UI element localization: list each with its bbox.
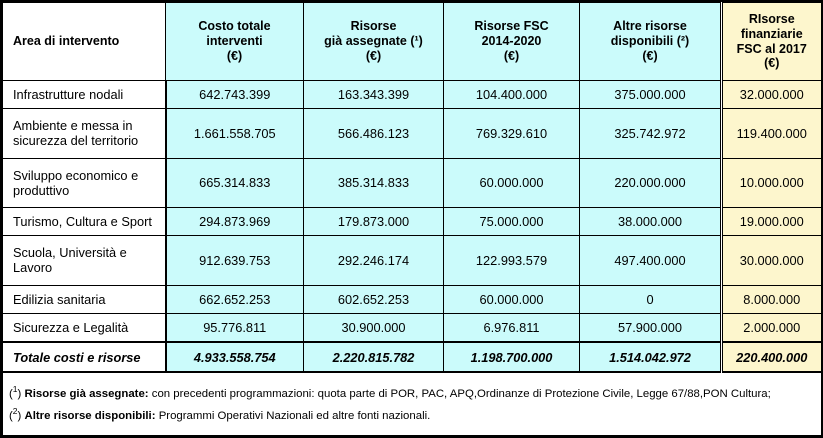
cell-risorse-assegnate: 385.314.833 [304, 158, 444, 207]
cell-altre-risorse: 325.742.972 [580, 109, 722, 158]
cell-costo-totale: 642.743.399 [166, 81, 304, 109]
table-row [3, 313, 822, 342]
cell-costo-totale: 1.661.558.705 [166, 109, 304, 158]
cell-risorse-assegnate: 30.900.000 [304, 313, 444, 342]
header-label-altre-line2: disponibili (²) [610, 34, 690, 49]
header-label-fsc2017-line4: (€) [764, 56, 780, 71]
cell-altre-risorse: 375.000.000 [580, 81, 722, 109]
cell-altre-risorse: 57.900.000 [580, 313, 722, 342]
cell-risorse-assegnate: 566.486.123 [304, 109, 444, 158]
column-header-costo-totale [166, 3, 304, 81]
header-row [3, 3, 822, 81]
cell-costo-totale: 912.639.753 [166, 236, 304, 285]
cell-altre-risorse: 38.000.000 [580, 208, 722, 236]
footnote-2-marker: ($^2$) [9, 405, 22, 422]
footnote-1-term: Risorse già assegnate: [24, 387, 149, 400]
cell-area: Edilizia sanitaria [3, 285, 166, 313]
cell-risorse-fsc: 60.000.000 [444, 285, 580, 313]
footnote-2-number: 2 [12, 405, 18, 416]
footnotes-row [3, 372, 822, 436]
cell-risorse-finanziarie-2017: 32.000.000 [722, 81, 822, 109]
cell-area: Sviluppo economico e produttivo [3, 158, 166, 207]
header-label-fsc2017-line1: RIsorse [748, 12, 795, 26]
cell-total-label: Totale costi e risorse [3, 342, 166, 372]
header-label-altre-line3: (€) [642, 48, 658, 63]
cell-total-risorse-finanziarie-2017: 220.400.000 [722, 342, 822, 372]
header-label-assegnate-line1: Risorse [350, 19, 397, 34]
footnote-1-marker: ($^1$) [9, 384, 22, 400]
cell-costo-totale: 665.314.833 [166, 158, 304, 207]
header-label-assegnate-line3: (€) [365, 48, 382, 63]
cell-total-risorse-assegnate: 2.220.815.782 [304, 342, 444, 372]
cell-risorse-assegnate: 292.246.174 [304, 236, 444, 285]
table-row [3, 285, 822, 313]
cell-area: Scuola, Università e Lavoro [3, 236, 166, 285]
cell-costo-totale: 294.873.969 [166, 208, 304, 236]
cell-total-risorse-fsc: 1.198.700.000 [444, 342, 580, 372]
footnote-1 [9, 384, 815, 402]
header-label-fsc2017-line3: FSC al 2017 [736, 41, 807, 56]
header-label-fsc2017-line2: finanziarie [740, 26, 803, 41]
cell-total-costo-totale: 4.933.558.754 [166, 342, 304, 372]
footnotes-container [3, 372, 822, 436]
cell-risorse-fsc: 60.000.000 [444, 158, 580, 207]
cell-altre-risorse: 497.400.000 [580, 236, 722, 285]
footnote-2-term: Altre risorse disponibili: [24, 409, 156, 422]
cell-risorse-finanziarie-2017: 19.000.000 [722, 208, 822, 236]
cell-costo-totale: 662.652.253 [166, 285, 304, 313]
cell-risorse-finanziarie-2017: 30.000.000 [722, 236, 822, 285]
cell-risorse-finanziarie-2017: 10.000.000 [722, 158, 822, 207]
footnote-2 [9, 406, 815, 424]
column-header-risorse-assegnate [304, 3, 444, 81]
cell-risorse-fsc: 122.993.579 [444, 236, 580, 285]
cell-altre-risorse: 0 [580, 285, 722, 313]
header-label-costo-line1: Costo totale [198, 19, 271, 34]
cell-risorse-assegnate: 602.652.253 [304, 285, 444, 313]
cell-risorse-assegnate: 179.873.000 [304, 208, 444, 236]
header-label-costo-line3: (€) [226, 48, 243, 63]
footnote-2-text: Programmi Operativi Nazionali ed altre fonti nazionali. [158, 409, 431, 422]
cell-area: Infrastrutture nodali [3, 81, 166, 109]
cell-risorse-fsc: 75.000.000 [444, 208, 580, 236]
table-header [3, 3, 822, 81]
cell-risorse-finanziarie-2017: 8.000.000 [722, 285, 822, 313]
header-label-costo-line2: interventi [206, 34, 263, 49]
table-row [3, 81, 822, 109]
column-header-risorse-finanziarie-2017 [722, 3, 822, 81]
cell-altre-risorse: 220.000.000 [580, 158, 722, 207]
cell-total-altre-risorse: 1.514.042.972 [580, 342, 722, 372]
cell-risorse-fsc: 104.400.000 [444, 81, 580, 109]
cell-risorse-finanziarie-2017: 119.400.000 [722, 109, 822, 158]
cell-risorse-fsc: 769.329.610 [444, 109, 580, 158]
header-label-fsc-line3: (€) [503, 48, 520, 63]
cell-area: Sicurezza e Legalità [3, 313, 166, 342]
column-header-risorse-fsc [444, 3, 580, 81]
cell-risorse-finanziarie-2017: 2.000.000 [722, 313, 822, 342]
footnote-1-number: 1 [12, 384, 18, 395]
header-label-area-line1: Area di intervento [13, 34, 120, 49]
table-row-total [3, 342, 822, 372]
header-label-fsc-line2: 2014-2020 [481, 34, 542, 49]
column-header-area [3, 3, 166, 81]
table-row [3, 158, 822, 207]
table-row [3, 208, 822, 236]
footnote-1-text: con precedenti programmazioni: quota parte di POR, PAC, APQ,Ordinanze di Protezione Civile, Legge 67/88,PON Cultura; [151, 387, 771, 400]
cell-costo-totale: 95.776.811 [166, 313, 304, 342]
table-row [3, 236, 822, 285]
cell-area: Ambiente e messa in sicurezza del territorio [3, 109, 166, 158]
column-header-altre-risorse [580, 3, 722, 81]
cell-risorse-assegnate: 163.343.399 [304, 81, 444, 109]
header-label-altre-line1: Altre risorse [613, 19, 687, 34]
header-label-fsc-line1: Risorse FSC [474, 19, 549, 34]
cell-area: Turismo, Cultura e Sport [3, 208, 166, 236]
table-body [3, 81, 822, 436]
cell-risorse-fsc: 6.976.811 [444, 313, 580, 342]
table-row [3, 109, 822, 158]
intervention-resources-table [2, 2, 823, 436]
header-label-assegnate-line2: già assegnate (¹) [324, 34, 423, 49]
